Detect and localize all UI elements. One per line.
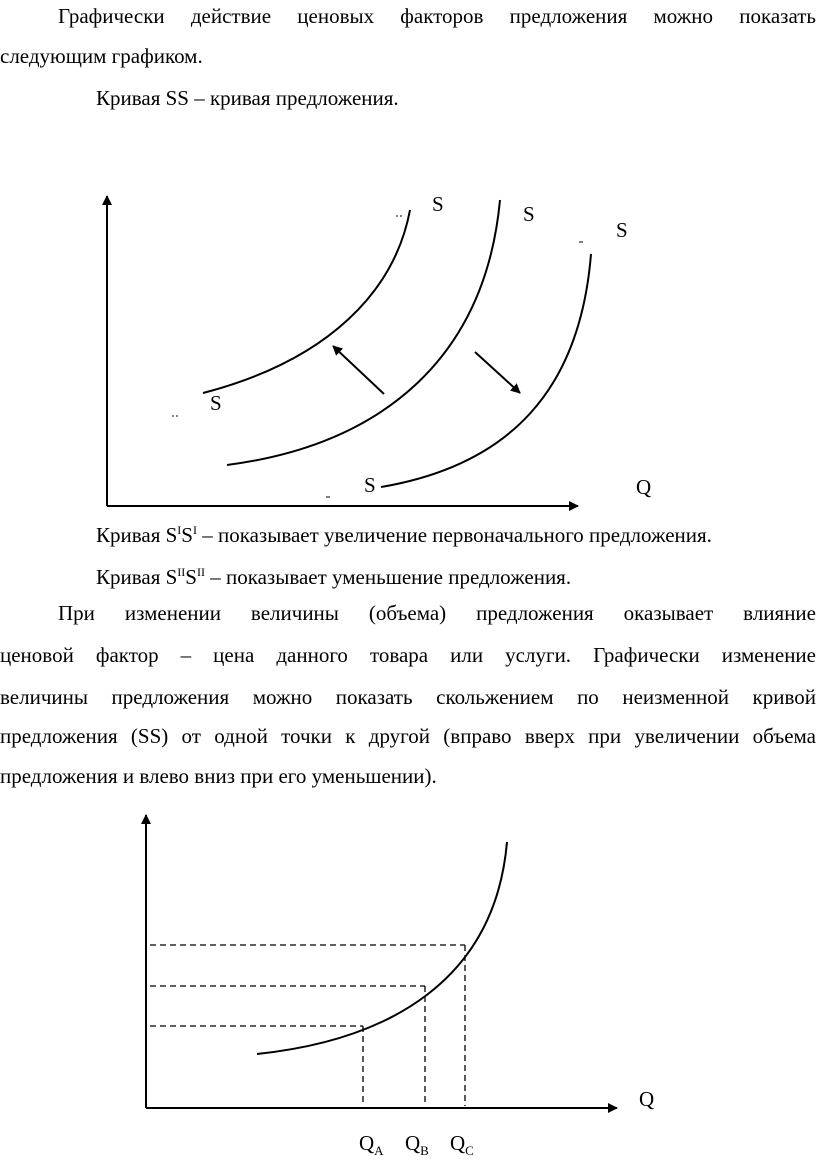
qa-label: $Q_A$ <box>359 1131 384 1158</box>
qc-label: $Q_C$ <box>450 1131 474 1158</box>
paragraph-line-1: При изменении величины (объема) предложения оказывает влияние <box>58 601 816 625</box>
intro-line-1: Графически действие ценовых факторов предложения можно показать <box>58 4 816 28</box>
paragraph-line-3: величины предложения можно показать скольжением по неизменной кривой <box>0 685 816 709</box>
supply-curve-increased <box>203 210 410 393</box>
supply-curve-original <box>227 200 500 465</box>
curve-right-label: S <box>616 218 628 242</box>
caption-increase: Кривая $S^IS^I$ – показывает увеличение первоначального предложения. <box>96 523 712 547</box>
curve-mid-start-label: S <box>364 473 376 497</box>
graph1-x-axis-label: Q <box>636 475 652 499</box>
caption-decrease: Кривая $S^{II}S^{II}$ – показывает уменьшение предложения. <box>96 565 572 589</box>
graph2-supply-curve <box>257 842 507 1054</box>
intro-line-2: следующим графиком. <box>0 44 203 68</box>
shift-right-arrow <box>475 352 520 393</box>
shift-left-arrow <box>333 346 384 394</box>
intro-line-3: Кривая SS – кривая предложения. <box>96 86 399 110</box>
paragraph-line-4: предложения (SS) от одной точки к другой (вправо вверх при увеличении объема <box>0 724 816 748</box>
curve-mid-label: S <box>523 202 535 226</box>
curve-top-label: S <box>432 192 444 216</box>
supply-curve-decreased <box>381 254 591 487</box>
paragraph-line-5: предложения и влево вниз при его уменьшении). <box>0 764 437 788</box>
paragraph-line-2: ценовой фактор – цена данного товара или услуги. Графически изменение <box>0 643 816 667</box>
qb-label: $Q_B$ <box>405 1131 429 1158</box>
curve-left-start-label: S <box>210 391 222 415</box>
graph2-x-axis-label: Q <box>639 1087 655 1111</box>
